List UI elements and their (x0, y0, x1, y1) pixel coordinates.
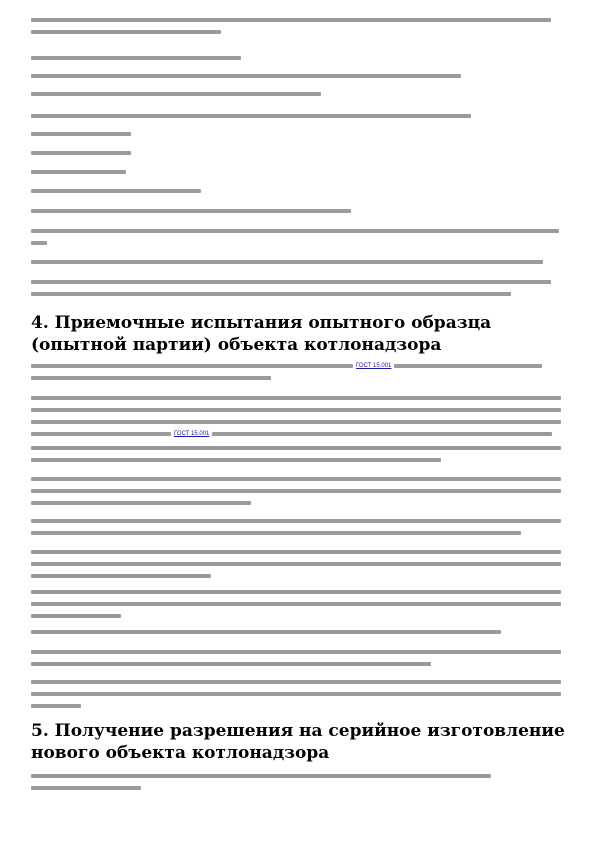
paragraph (31, 546, 563, 582)
paragraph (31, 14, 563, 38)
paragraph (31, 110, 563, 122)
paragraph (31, 392, 563, 440)
paragraph (31, 225, 563, 249)
paragraph (31, 256, 563, 268)
paragraph (31, 128, 563, 140)
paragraph (31, 185, 563, 197)
paragraph (31, 586, 563, 622)
section-heading-4: 4. Приемочные испытания опытного образца (опытной партии) объекта котлонадзора (31, 313, 492, 355)
paragraph (31, 360, 563, 384)
paragraph (31, 626, 563, 638)
paragraph (31, 205, 563, 217)
gost-link[interactable]: ГОСТ 15.001 (174, 431, 210, 437)
gost-link[interactable]: ГОСТ 15.001 (356, 363, 392, 369)
paragraph (31, 442, 563, 466)
paragraph (31, 52, 563, 64)
paragraph (31, 147, 563, 159)
section-heading-5: 5. Получение разрешения на серийное изготовление нового объекта котлонадзора (31, 721, 565, 763)
paragraph (31, 88, 563, 100)
paragraph (31, 676, 563, 712)
paragraph (31, 276, 563, 300)
paragraph (31, 473, 563, 509)
paragraph (31, 166, 563, 178)
paragraph (31, 515, 563, 539)
paragraph (31, 70, 563, 82)
paragraph (31, 646, 563, 670)
paragraph (31, 770, 563, 794)
